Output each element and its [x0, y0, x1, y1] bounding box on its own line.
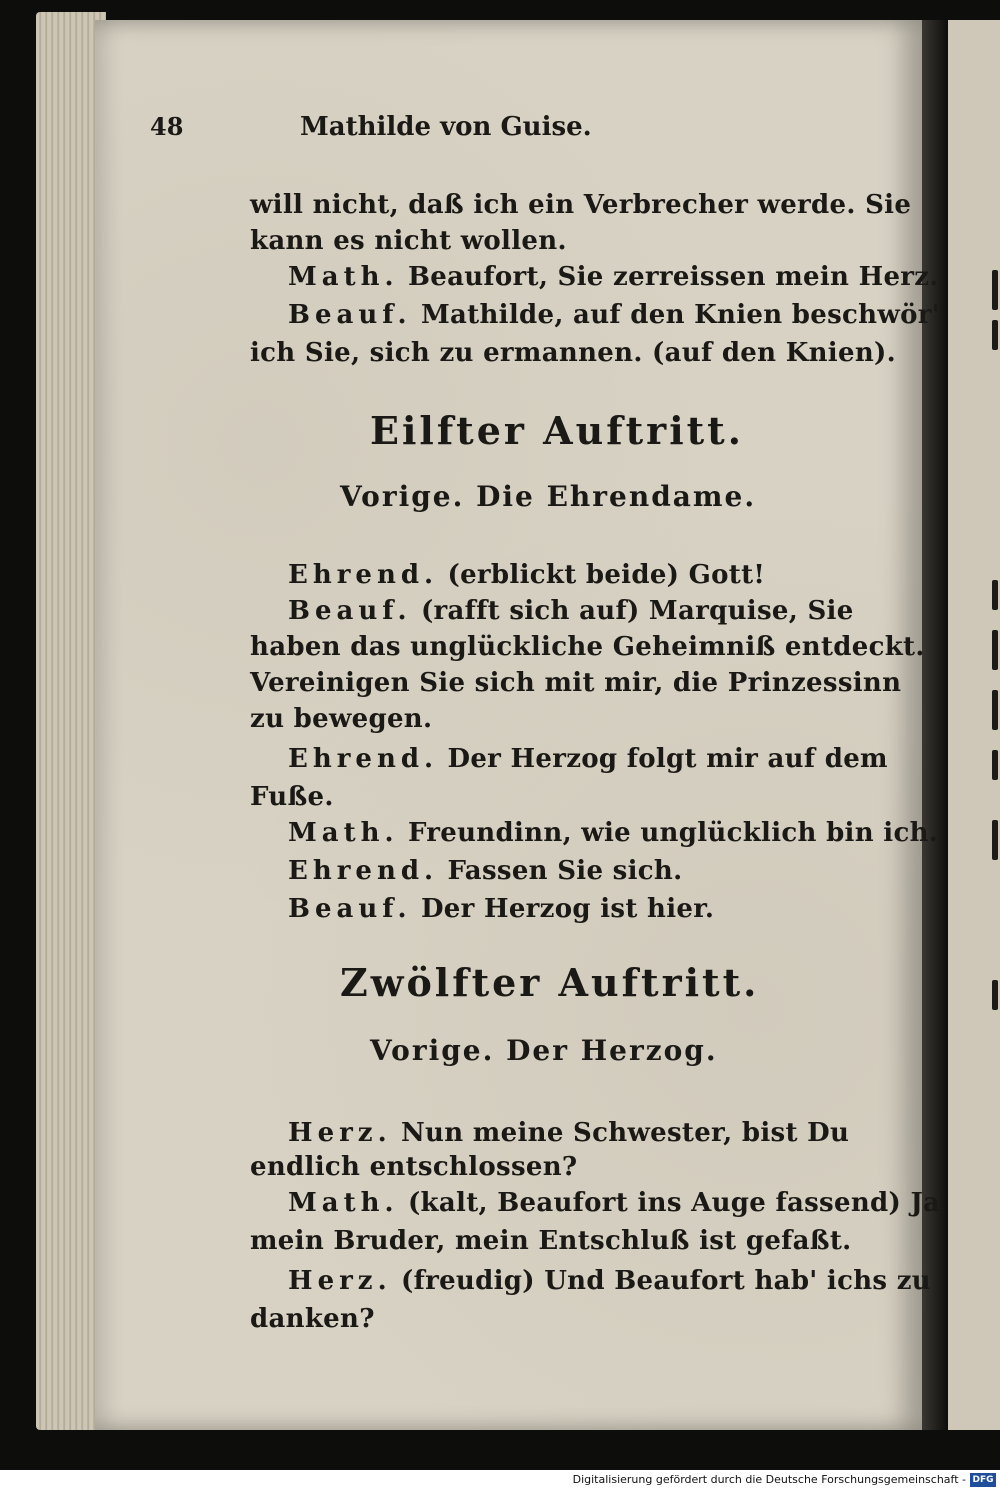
speaker-name: Beauf.: [288, 894, 412, 924]
speech-text: Der Herzog folgt mir auf dem: [447, 744, 888, 774]
speech-text: Beaufort, Sie zerreissen mein Herz.: [407, 262, 939, 292]
dialogue-line: [288, 262, 939, 292]
speaker-name: Ehrend.: [288, 744, 439, 774]
speaker-name: Herz.: [288, 1266, 392, 1296]
dialogue-line: [288, 300, 940, 330]
text-line: will nicht, daß ich ein Verbrecher werde. Sie: [250, 190, 912, 220]
speaker-name: Beauf.: [288, 300, 412, 330]
speech-text: Mathilde, auf den Knien beschwör': [420, 300, 940, 330]
text-line: danken?: [250, 1304, 375, 1334]
dialogue-line: [288, 818, 938, 848]
credit-text: Digitalisierung gefördert durch die Deutsche Forschungsgemeinschaft -: [572, 1473, 966, 1486]
speech-text: (rafft sich auf) Marquise, Sie: [420, 596, 854, 626]
facing-page-edge: [948, 20, 1000, 1430]
dialogue-line: [288, 1118, 849, 1148]
speech-text: Der Herzog ist hier.: [420, 894, 715, 924]
dialogue-line: [288, 1266, 931, 1296]
text-line: kann es nicht wollen.: [250, 226, 567, 256]
speaker-name: Math.: [288, 262, 399, 292]
speaker-name: Ehrend.: [288, 560, 439, 590]
page-header: [150, 104, 710, 144]
scene-characters: Vorige. Der Herzog.: [370, 1034, 718, 1067]
speaker-name: Ehrend.: [288, 856, 439, 886]
page-number: 48: [150, 112, 184, 141]
facing-page-glyph: [992, 320, 998, 350]
dialogue-line: [288, 894, 714, 924]
dfg-logo: DFG: [970, 1473, 996, 1487]
dialogue-line: [288, 744, 888, 774]
speech-text: (freudig) Und Beaufort hab' ichs zu: [400, 1266, 931, 1296]
text-line: zu bewegen.: [250, 704, 433, 734]
scene-heading: Zwölfter Auftritt.: [340, 960, 760, 1005]
facing-page-glyph: [992, 580, 998, 610]
text-line: haben das unglückliche Geheimniß entdeckt.: [250, 632, 925, 662]
facing-page-glyph: [992, 980, 998, 1010]
speaker-name: Math.: [288, 818, 399, 848]
speech-text: Fassen Sie sich.: [447, 856, 683, 886]
facing-page-glyph: [992, 750, 998, 780]
speech-text: Nun meine Schwester, bist Du: [400, 1118, 850, 1148]
text-line: Fuße.: [250, 782, 334, 812]
text-line: ich Sie, sich zu ermannen. (auf den Knien).: [250, 338, 896, 368]
text-line: endlich entschlossen?: [250, 1152, 578, 1182]
running-title: Mathilde von Guise.: [300, 112, 592, 142]
book-gutter: [922, 20, 948, 1430]
facing-page-glyph: [992, 690, 998, 730]
dialogue-line: [288, 1188, 940, 1218]
dialogue-line: [288, 856, 682, 886]
facing-page-glyph: [992, 630, 998, 670]
scene-characters: Vorige. Die Ehrendame.: [340, 480, 757, 513]
dialogue-line: [288, 596, 854, 626]
speaker-name: Herz.: [288, 1118, 392, 1148]
text-line: Vereinigen Sie sich mit mir, die Prinzessinn: [250, 668, 902, 698]
footer-credit: [0, 1470, 1000, 1489]
speaker-name: Math.: [288, 1188, 399, 1218]
speech-text: (kalt, Beaufort ins Auge fassend) Ja: [407, 1188, 941, 1218]
dialogue-line: [288, 560, 765, 590]
text-line: mein Bruder, mein Entschluß ist gefaßt.: [250, 1226, 852, 1256]
speech-text: Freundinn, wie unglücklich bin ich.: [407, 818, 939, 848]
scene-heading: Eilfter Auftritt.: [370, 408, 744, 453]
speaker-name: Beauf.: [288, 596, 412, 626]
facing-page-glyph: [992, 820, 998, 860]
speech-text: (erblickt beide) Gott!: [447, 560, 766, 590]
facing-page-glyph: [992, 270, 998, 310]
